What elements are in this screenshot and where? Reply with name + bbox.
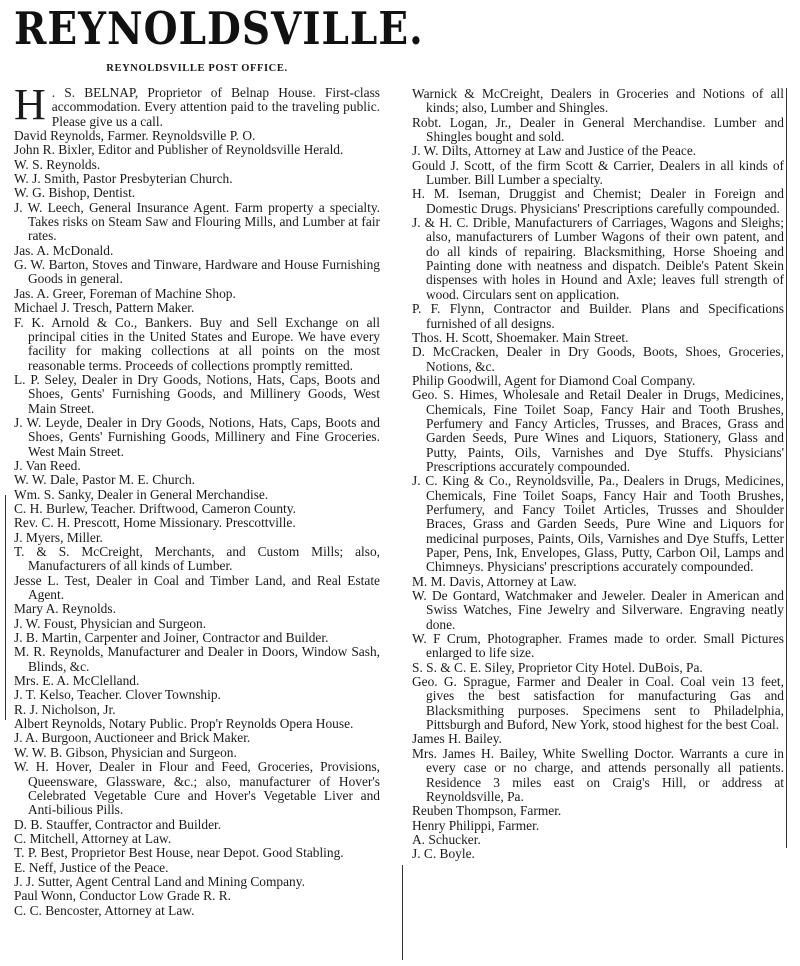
directory-entry: W. De Gontard, Watchmaker and Jeweler. Dealer in American and Swiss Watches, Fine Jewelry and Silverware. Engraving neatly done. — [412, 588, 784, 632]
directory-entry: Mrs. E. A. McClelland. — [14, 673, 140, 689]
directory-entry: Mrs. James H. Bailey, White Swelling Doctor. Warrants a cure in every case or no charge, and attends personally all patients. Residence 3 miles east on Craig's Hill, or address at Reynoldsville, Pa. — [412, 745, 784, 804]
column-divider — [402, 865, 403, 960]
directory-entry: J. Van Reed. — [14, 457, 81, 473]
directory-entry: Geo. G. Sprague, Farmer and Dealer in Coal. Coal vein 13 feet, gives the best satisfaction for manufacturing Gas and Blacksmithing purposes. Specimens sent to Philadelphia, Pittsburgh and Buford, New York, stood highest for the best Coal. — [412, 674, 784, 733]
directory-entry: John R. Bixler, Editor and Publisher of Reynoldsville Herald. — [14, 142, 344, 158]
directory-entry: Warnick & McCreight, Dealers in Groceries and Notions of all kinds; also, Lumber and Shingles. — [412, 86, 784, 116]
directory-entry: Jas. A. McDonald. — [14, 242, 114, 258]
directory-entry: T. & S. McCreight, Merchants, and Custom Mills; also, Manufacturers of all kinds of Lumber. — [14, 544, 380, 574]
drop-cap: H — [14, 80, 46, 129]
directory-entry: J. W. Dilts, Attorney at Law and Justice of the Peace. — [412, 143, 697, 159]
directory-entry: W. S. Reynolds. — [14, 156, 101, 172]
directory-entry: H. M. Iseman, Druggist and Chemist; Dealer in Foreign and Domestic Drugs. Physicians' Prescriptions carefully compounded. — [412, 186, 784, 216]
directory-entry: W. G. Bishop, Dentist. — [14, 185, 136, 201]
directory-entry: T. P. Best, Proprietor Best House, near Depot. Good Stabling. — [14, 845, 344, 861]
page-title: REYNOLDSVILLE. — [14, 2, 424, 56]
directory-entry: Thos. H. Scott, Shoemaker. Main Street. — [412, 329, 629, 345]
directory-entry: F. K. Arnold & Co., Bankers. Buy and Sell Exchange on all principal cities in the United States and Europe. We have every facility for making collections at all points on the most reasonable terms. Proceeds of collections promptly remitted. — [14, 314, 380, 373]
directory-entry: J. J. Sutter, Agent Central Land and Mining Company. — [14, 873, 305, 889]
directory-entry: Gould J. Scott, of the firm Scott & Carrier, Dealers in all kinds of Lumber. Bill Lumber a specialty. — [412, 157, 784, 188]
directory-entry: J. C. King & Co., Reynoldsville, Pa., Dealers in Drugs, Medicines, Chemicals, Fine Toilet Soaps, Fancy Hair and Tooth Brushes, Perfumery, and Fancy Toilet Articles, Trusses and Shoulder Braces, Grass and Garden Seeds, Pure Wine and Liquors for medicinal purposes, Paints, Oils, Varnishes and Dye Stuffs, Letter Paper, Pens, Ink, Envelopes, Glass, Putty, Carbon Oil, Lamps and Chimneys. Physicians' prescriptions accurately compounded. — [412, 473, 784, 575]
directory-entry: C. H. Burlew, Teacher. Driftwood, Cameron County. — [14, 500, 296, 516]
directory-entry: Michael J. Tresch, Pattern Maker. — [14, 300, 195, 316]
directory-entry: W. W. B. Gibson, Physician and Surgeon. — [14, 744, 237, 760]
directory-entry: Rev. C. H. Prescott, Home Missionary. Prescottville. — [14, 515, 296, 531]
directory-entry: Jas. A. Greer, Foreman of Machine Shop. — [14, 285, 236, 301]
column-divider — [786, 88, 787, 848]
directory-entry: Robt. Logan, Jr., Dealer in General Merchandise. Lumber and Shingles bought and sold. — [412, 114, 784, 145]
directory-entry: C. Mitchell, Attorney at Law. — [14, 830, 172, 846]
directory-entry: D. B. Stauffer, Contractor and Builder. — [14, 816, 222, 832]
directory-entry: J. W. Leyde, Dealer in Dry Goods, Notions, Hats, Caps, Boots and Shoes, Gents' Furnishing Goods, Millinery and Fine Groceries. West Main Street. — [14, 414, 380, 459]
directory-entry: W. W. Dale, Pastor M. E. Church. — [14, 472, 196, 488]
directory-entry: J. A. Burgoon, Auctioneer and Brick Maker. — [14, 730, 251, 746]
directory-entry: S. S. & C. E. Siley, Proprietor City Hotel. DuBois, Pa. — [412, 659, 703, 675]
directory-entry: J. & H. C. Drible, Manufacturers of Carriages, Wagons and Sleighs; also, manufacturers of Lumber Wagons of their own patent, and do all kinds of repairing. Blacksmithing, Horse Shoeing and Painting done with neatness and dispatch. Deible's Patent Skein dispenses with holes in Hound and Axle; leaves full strength of wood. Circulars sent on application. — [412, 215, 784, 302]
directory-entry: W. J. Smith, Pastor Presbyterian Church. — [14, 171, 233, 187]
directory-entry: W. H. Hover, Dealer in Flour and Feed, Groceries, Provisions, Queensware, Glassware, &c.; also, manufacturer of Hover's Celebrated Vegetable Cure and Hover's Vegetable Liver and Anti-bilious Pills. — [14, 759, 380, 818]
directory-entry: Wm. S. Sanky, Dealer in General Merchandise. — [14, 486, 269, 502]
section-subtitle: REYNOLDSVILLE POST OFFICE. — [106, 63, 288, 74]
directory-entry: D. McCracken, Dealer in Dry Goods, Boots, Shoes, Groceries, Notions, &c. — [412, 344, 784, 374]
directory-entry: James H. Bailey. — [412, 731, 502, 747]
directory-entry: P. F. Flynn, Contractor and Builder. Plans and Specifications furnished of all designs. — [412, 301, 784, 331]
directory-entry: Henry Philippi, Farmer. — [412, 817, 540, 833]
directory-entry: C. C. Bencoster, Attorney at Law. — [14, 902, 195, 918]
directory-entry: A. Schucker. — [412, 831, 481, 847]
directory-entry: Philip Goodwill, Agent for Diamond Coal Company. — [412, 372, 696, 388]
directory-entry: E. Neff, Justice of the Peace. — [14, 859, 169, 875]
directory-entry: M. M. Davis, Attorney at Law. — [412, 573, 577, 589]
directory-entry: R. J. Nicholson, Jr. — [14, 701, 116, 717]
left-column — [14, 80, 380, 918]
directory-entry: J. C. Boyle. — [412, 846, 475, 862]
directory-entry: David Reynolds, Farmer. Reynoldsville P. O. — [14, 128, 256, 144]
directory-entry: Jesse L. Test, Dealer in Coal and Timber Land, and Real Estate Agent. — [14, 572, 380, 603]
column-divider — [5, 495, 6, 720]
directory-entry: Reuben Thompson, Farmer. — [412, 803, 562, 819]
directory-entry: J. T. Kelso, Teacher. Clover Township. — [14, 687, 221, 703]
directory-entry: J. W. Leech, General Insurance Agent. Farm property a specialty. Takes risks on Steam Saw and Flouring Mills, and Lumber at fair rates. — [14, 199, 380, 244]
entry-text: . S. BELNAP, Proprietor of Belnap House. First-class accommodation. Every attention paid to the traveling public. Please give us a call. — [51, 85, 380, 129]
directory-entry: M. R. Reynolds, Manufacturer and Dealer in Doors, Window Sash, Blinds, &c. — [14, 644, 380, 674]
directory-entry-belnap — [14, 80, 380, 129]
directory-entry: J. B. Martin, Carpenter and Joiner, Contractor and Builder. — [14, 630, 329, 646]
directory-entry: J. W. Foust, Physician and Surgeon. — [14, 615, 207, 631]
directory-entry: W. F Crum, Photographer. Frames made to order. Small Pictures enlarged to life size. — [412, 631, 784, 661]
directory-entry: J. Myers, Miller. — [14, 529, 103, 545]
directory-entry: L. P. Seley, Dealer in Dry Goods, Notions, Hats, Caps, Boots and Shoes, Gents' Furnishing Goods, and Millinery Goods, West Main Street. — [14, 371, 380, 416]
directory-entry: Geo. S. Himes, Wholesale and Retail Dealer in Drugs, Medicines, Chemicals, Fine Toilet Soap, Fancy Hair and Tooth Brushes, Perfumery and Fancy Articles, Trusses, and Braces, Grass and Garden Seeds, Pure Wines and Liquors, Stationery, Glass and Putty, Paints, Oils, Varnishes and Dye Stuffs. Physicians' Prescriptions accurately compounded. — [412, 387, 784, 474]
right-column — [412, 87, 784, 862]
directory-entry: Paul Wonn, Conductor Low Grade R. R. — [14, 888, 231, 904]
directory-entry: Mary A. Reynolds. — [14, 601, 116, 617]
directory-entry: Albert Reynolds, Notary Public. Prop'r Reynolds Opera House. — [14, 716, 354, 732]
directory-entry: G. W. Barton, Stoves and Tinware, Hardware and House Furnishing Goods in general. — [14, 257, 380, 287]
